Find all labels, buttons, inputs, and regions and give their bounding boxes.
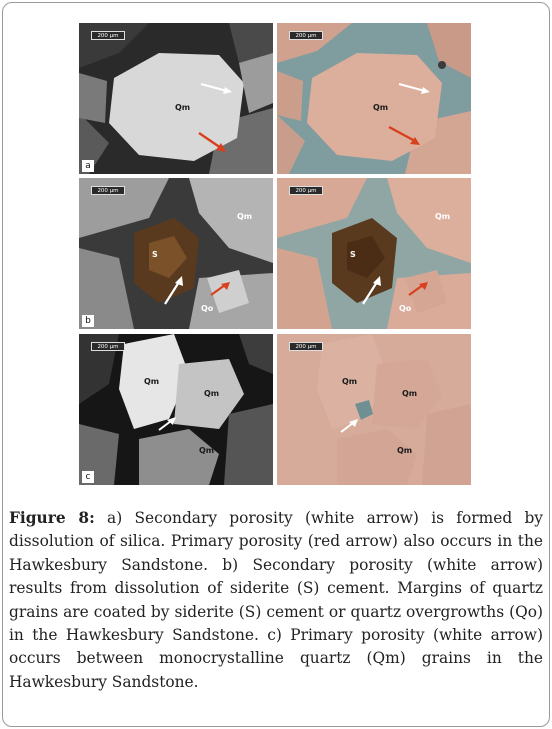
panel-b-ppl xyxy=(277,178,471,329)
label-qm: Qm xyxy=(402,389,418,398)
label-qm: Qm xyxy=(199,446,215,455)
figure-caption xyxy=(9,507,543,694)
label-qo: Qo xyxy=(201,304,214,313)
label-qm: Qm xyxy=(373,103,389,112)
micrograph-c-ppl xyxy=(277,334,471,485)
scale-bar: 200 µm xyxy=(289,342,323,351)
white-arrow xyxy=(339,418,359,434)
label-siderite: S xyxy=(152,250,158,259)
micrograph-c-xpl xyxy=(79,334,273,485)
label-qm: Qm xyxy=(175,103,191,112)
panel-c-xpl xyxy=(79,334,273,485)
white-arrow xyxy=(157,416,177,432)
scale-bar: 200 µm xyxy=(91,31,125,40)
panel-letter-c: c xyxy=(82,471,94,483)
label-qm: Qm xyxy=(237,212,253,221)
scale-bar: 200 µm xyxy=(91,342,125,351)
figure-label: Figure 8: xyxy=(9,509,95,527)
white-arrow xyxy=(199,81,233,95)
label-qo: Qo xyxy=(399,304,412,313)
panel-b-xpl xyxy=(79,178,273,329)
caption-text: a) Secondary porosity (white arrow) is formed by dissolution of silica. Primary porosity (red arrow) also occurs in the Hawkesbury Sandstone. b) Secondary porosity (white arrow) results from dissolution of siderite (S) cement. Margins of quartz grains are coated by siderite (S) cement or quartz overgrowths (Qo) in the Hawkesbury Sandstone. c) Primary porosity (white arrow) occurs between monocrystalline quartz (Qm) grains in the Hawkesbury Sandstone. xyxy=(9,509,544,691)
panel-a-ppl xyxy=(277,23,471,174)
micrograph-a-ppl xyxy=(277,23,471,174)
figure-8 xyxy=(79,23,471,485)
scale-bar: 200 µm xyxy=(91,186,125,195)
label-qm: Qm xyxy=(204,389,220,398)
panel-letter-a: a xyxy=(82,160,94,172)
panel-a-xpl xyxy=(79,23,273,174)
panel-letter-b: b xyxy=(82,315,94,327)
red-arrow xyxy=(209,280,231,298)
red-arrow xyxy=(407,280,429,298)
label-qm: Qm xyxy=(144,377,160,386)
white-arrow xyxy=(397,81,431,95)
panel-c-ppl xyxy=(277,334,471,485)
label-siderite: S xyxy=(350,250,356,259)
label-qm: Qm xyxy=(435,212,451,221)
scale-bar: 200 µm xyxy=(289,186,323,195)
micrograph-a-xpl xyxy=(79,23,273,174)
label-qm: Qm xyxy=(342,377,358,386)
white-arrow xyxy=(161,274,185,308)
scale-bar: 200 µm xyxy=(289,31,323,40)
red-arrow xyxy=(197,131,227,153)
red-arrow xyxy=(387,125,421,147)
label-qm: Qm xyxy=(397,446,413,455)
white-arrow xyxy=(359,274,383,308)
